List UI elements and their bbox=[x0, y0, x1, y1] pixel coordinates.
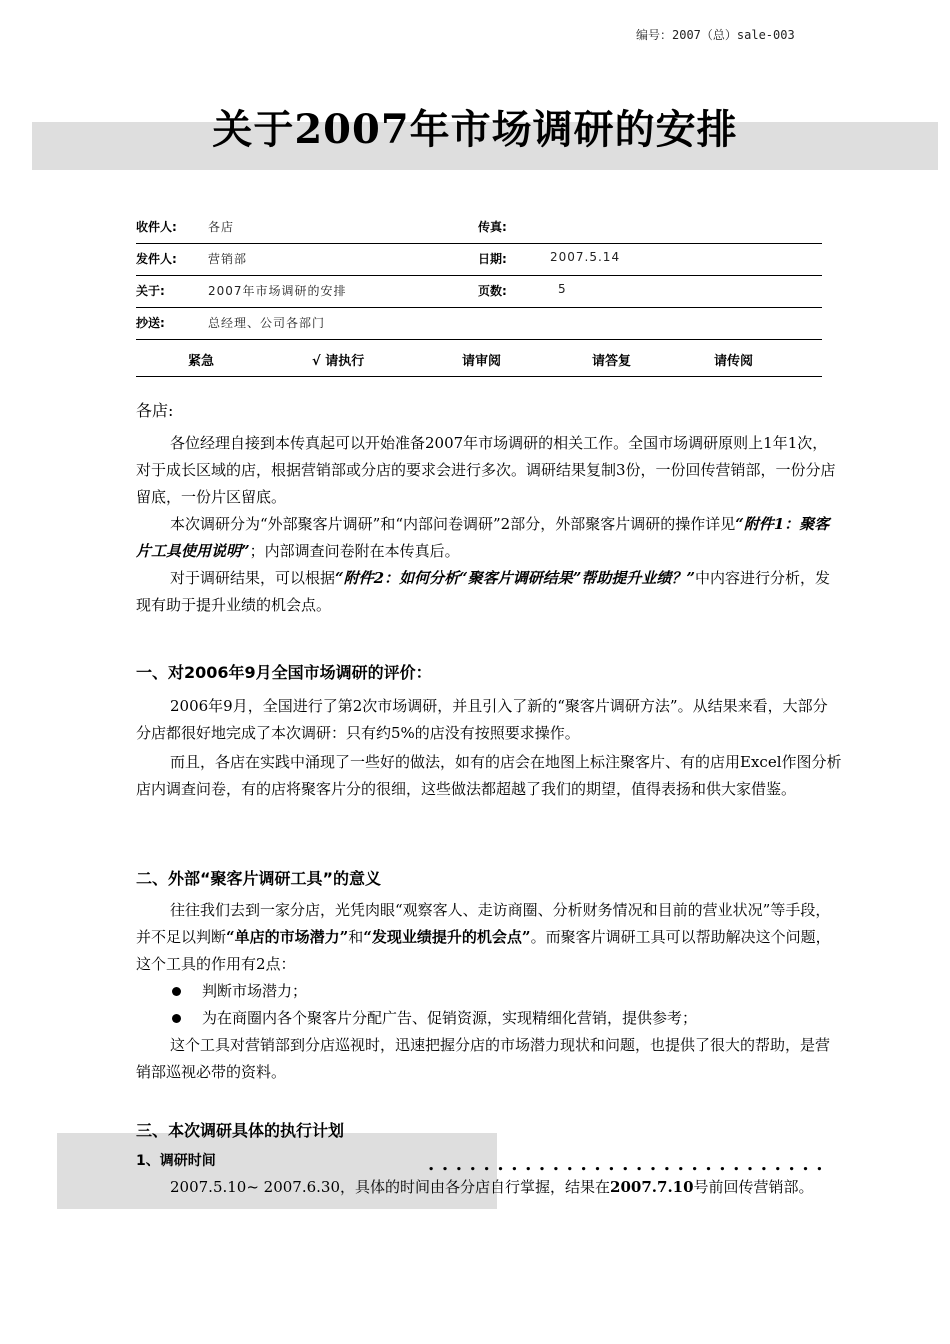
market-potential-phrase: “单店的市场潜力” bbox=[226, 928, 349, 946]
bullet-item: 判断市场潜力； bbox=[136, 978, 842, 1005]
to-value: 各店 bbox=[208, 220, 235, 234]
fax-label: 传真: bbox=[478, 220, 507, 234]
cc-value: 总经理、公司各部门 bbox=[208, 316, 326, 330]
attachment-2-reference: “附件2：如何分析“聚客片调研结果”帮助提升业绩？” bbox=[335, 569, 695, 587]
memo-row-cc bbox=[136, 308, 822, 340]
about-value: 2007年市场调研的安排 bbox=[208, 284, 347, 298]
cc-label: 抄送: bbox=[136, 316, 165, 330]
memo-row-sender bbox=[136, 244, 822, 276]
date-value: 2007.5.14 bbox=[550, 250, 621, 264]
from-value: 营销部 bbox=[208, 252, 248, 266]
fax-header-table bbox=[136, 212, 822, 377]
section-1-heading: 一、对2006年9月全国市场调研的评价： bbox=[136, 663, 432, 682]
section-3-heading: 三、本次调研具体的执行计划 bbox=[136, 1121, 345, 1140]
option-urgent: 紧急 bbox=[188, 354, 215, 369]
pages-label: 页数: bbox=[478, 284, 507, 298]
option-circulate: 请传阅 bbox=[714, 354, 754, 369]
to-label: 收件人: bbox=[136, 220, 177, 234]
document-serial-number: 编号：2007（总）sale-003 bbox=[636, 28, 795, 42]
option-review: 请审阅 bbox=[462, 354, 502, 369]
date-label: 日期: bbox=[478, 252, 507, 266]
memo-row-recipient bbox=[136, 212, 822, 244]
from-label: 发件人: bbox=[136, 252, 177, 266]
option-execute: √ 请执行 bbox=[312, 354, 365, 369]
intro-section bbox=[136, 430, 842, 619]
section-2-heading: 二、外部“聚客片调研工具”的意义 bbox=[136, 869, 382, 888]
attachment-1-reference: “附件1：聚客片工具使用说明” bbox=[136, 515, 830, 560]
section-3-paragraph-1: 2007.5.10~ 2007.6.30，具体的时间由各分店自行掌握，结果在2007.7.10号前回传营销部。 bbox=[170, 1178, 814, 1196]
action-options-row bbox=[136, 340, 822, 377]
greeting: 各店: bbox=[136, 401, 174, 420]
document-title: 关于2007年市场调研的安排 bbox=[212, 106, 738, 153]
section-1-paragraph-1: 2006年9月，全国进行了第2次市场调研，并且引入了新的“聚客片调研方法”。从结果来看，大部分分店都很好地完成了本次调研：只有约5%的店没有按照要求操作。 bbox=[136, 697, 828, 742]
option-reply: 请答复 bbox=[592, 354, 632, 369]
intro-paragraph-3: 对于调研结果，可以根据“附件2：如何分析“聚客片调研结果”帮助提升业绩？”中内容进行分析，发现有助于提升业绩的机会点。 bbox=[136, 569, 830, 614]
pages-value: 5 bbox=[558, 282, 567, 296]
opportunity-phrase: “发现业绩提升的机会点” bbox=[363, 928, 531, 946]
section-1-paragraph-2: 而且，各店在实践中涌现了一些好的做法，如有的店会在地图上标注聚客片、有的店用Excel作图分析店内调查问卷，有的店将聚客片分的很细，这些做法都超越了我们的期望，值得表扬和供大家借鉴。 bbox=[136, 753, 842, 798]
intro-paragraph-1: 各位经理自接到本传真起可以开始准备2007年市场调研的相关工作。全国市场调研原则上1年1次，对于成长区域的店，根据营销部或分店的要求会进行多次。调研结果复制3份，一份回传营销部，一份分店留底，一份片区留底。 bbox=[136, 434, 836, 506]
section-1-body bbox=[136, 693, 842, 803]
subsection-survey-time: 1、调研时间 bbox=[136, 1153, 216, 1169]
section-2-body bbox=[136, 897, 842, 1086]
dotted-leader: ............................. bbox=[428, 1154, 831, 1175]
section-3-body bbox=[136, 1174, 842, 1201]
about-label: 关于: bbox=[136, 284, 165, 298]
intro-paragraph-2: 本次调研分为“外部聚客片调研”和“内部问卷调研”2部分，外部聚客片调研的操作详见“附件1：聚客片工具使用说明”；内部调查问卷附在本传真后。 bbox=[136, 515, 830, 560]
deadline-date: 2007.7.10 bbox=[610, 1178, 694, 1196]
memo-row-subject bbox=[136, 276, 822, 308]
section-2-paragraph-1: 往往我们去到一家分店，光凭肉眼“观察客人、走访商圈、分析财务情况和目前的营业状况”等手段，并不足以判断“单店的市场潜力”和“发现业绩提升的机会点”。而聚客片调研工具可以帮助解决这个问题，这个工具的作用有2点： bbox=[136, 901, 831, 973]
section-2-paragraph-2: 这个工具对营销部到分店巡视时，迅速把握分店的市场潜力现状和问题，也提供了很大的帮助，是营销部巡视必带的资料。 bbox=[136, 1036, 831, 1081]
bullet-item: 为在商圈内各个聚客片分配广告、促销资源，实现精细化营销，提供参考； bbox=[136, 1005, 842, 1032]
